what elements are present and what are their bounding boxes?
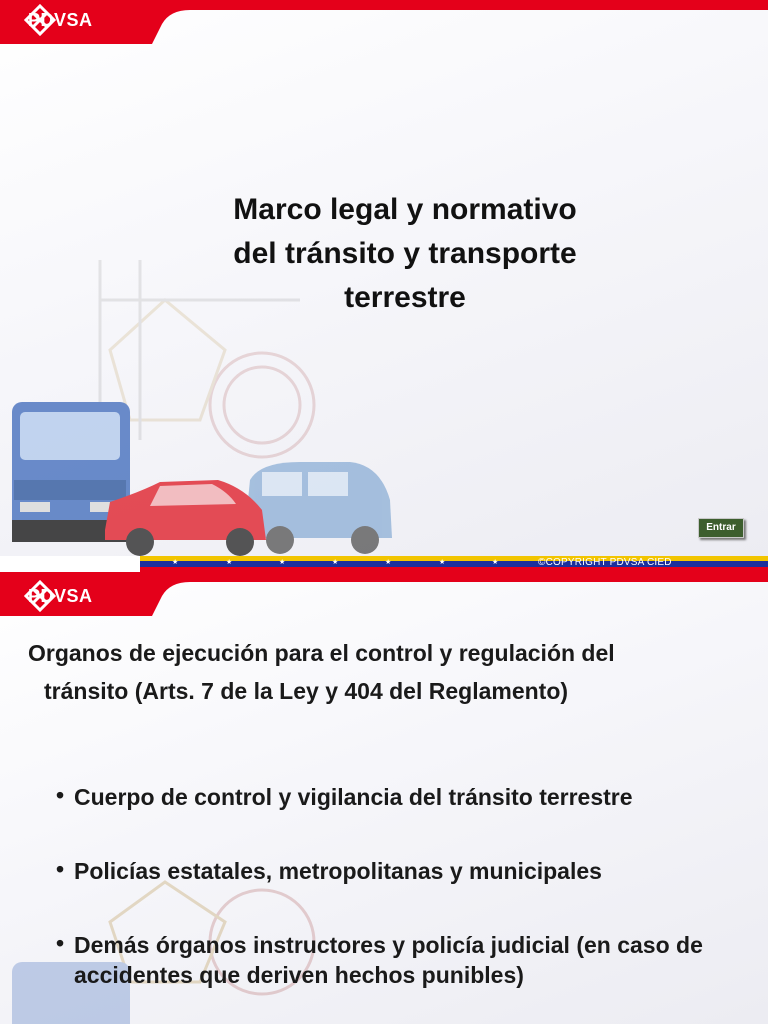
brand-name: PDVSA <box>28 585 93 606</box>
star-icon: ★ <box>385 559 392 566</box>
star-icon: ★ <box>332 559 339 566</box>
enter-button[interactable]: Entrar <box>698 518 744 538</box>
list-item: • Policías estatales, metropolitanas y municipales <box>56 856 602 886</box>
pdvsa-logo-icon <box>24 580 56 612</box>
title-line-2: del tránsito y transporte <box>233 237 577 270</box>
star-icon: ★ <box>172 559 179 566</box>
slide-title <box>180 188 630 320</box>
star-icon: ★ <box>226 559 233 566</box>
heading-line-1: Organos de ejecución para el control y regulación del <box>28 640 615 666</box>
title-line-3: terrestre <box>344 281 466 314</box>
copyright-text: ©COPYRIGHT PDVSA CIED <box>538 557 672 568</box>
pdvsa-logo-icon <box>24 4 56 36</box>
star-icon: ★ <box>439 559 446 566</box>
header-bar <box>0 572 768 616</box>
van-illustration <box>245 462 392 554</box>
pdvsa-logo <box>24 4 93 36</box>
list-item: • Cuerpo de control y vigilancia del tránsito terrestre <box>56 782 633 812</box>
star-icon: ★ <box>492 559 499 566</box>
slide-heading <box>28 634 748 710</box>
content-slide <box>0 572 768 1024</box>
title-line-1: Marco legal y normativo <box>233 193 577 226</box>
brand-name: PDVSA <box>28 9 93 30</box>
pdvsa-logo <box>24 580 93 612</box>
list-item: • Demás órganos instructores y policía judicial (en caso de accidentes que deriven hechos punibles) <box>56 930 756 990</box>
header-bar <box>0 0 768 44</box>
heading-line-2: tránsito (Arts. 7 de la Ley y 404 del Reglamento) <box>44 678 569 704</box>
star-icon: ★ <box>279 559 286 566</box>
